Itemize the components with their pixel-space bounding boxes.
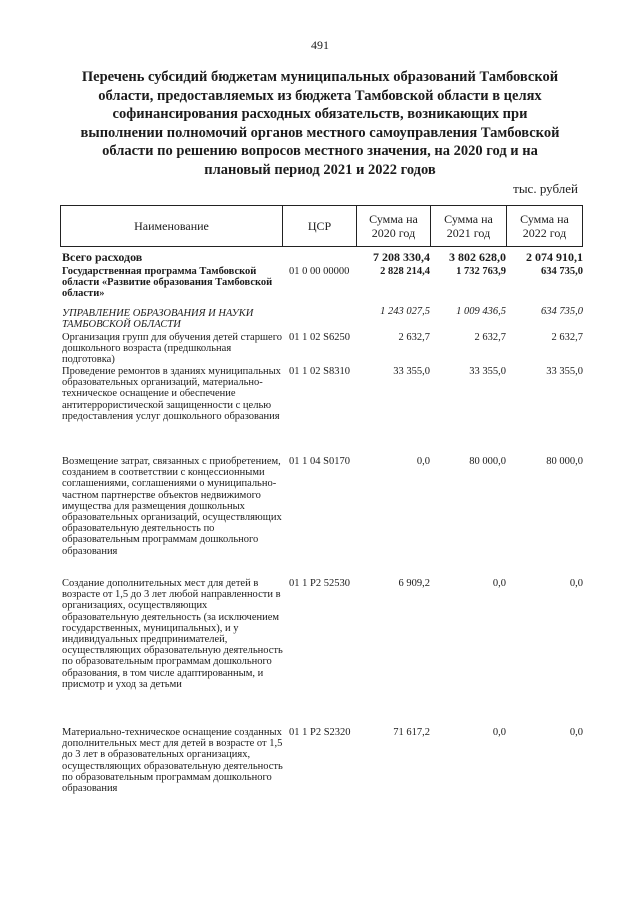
row-code: 01 0 00 00000 — [289, 266, 350, 277]
units-label: тыс. рублей — [513, 181, 578, 196]
row-2020: 2 828 214,4 — [380, 266, 430, 277]
row-2020: 71 617,2 — [393, 727, 430, 738]
row-2021: 0,0 — [492, 727, 506, 738]
header-2021: Сумма на 2021 год — [430, 206, 506, 246]
row-2021: 0,0 — [492, 578, 506, 589]
row-2022: 33 355,0 — [546, 366, 583, 377]
row-2022: 0,0 — [569, 578, 583, 589]
row-2021: 1 009 436,5 — [456, 306, 506, 317]
row-2021: 2 632,7 — [474, 332, 506, 343]
row-2022: 634 735,0 — [541, 266, 583, 277]
row-2021: 1 732 763,9 — [456, 266, 506, 277]
page-number: 491 — [311, 38, 329, 52]
row-2020: 0,0 — [416, 456, 430, 467]
header-name: Наименование — [60, 206, 282, 246]
row-code: 01 1 04 S0170 — [289, 456, 350, 467]
row-name: Возмещение затрат, связанных с приобретением, созданием в соответствии с концессионными соглашениями, соглашениями о муниципально-частном партнерстве объектов недвижимого имущества для размещения дошкольных образовательных организаций, осуществляющих образовательную деятельность по образовательным программам дошкольного образования — [62, 456, 282, 557]
header-2020: Сумма на 2020 год — [356, 206, 430, 246]
document-title: Перечень субсидий бюджетам муниципальных образований Тамбовской области, предоставляемых из бюджета Тамбовской области в целях софинансирования расходных обязательств, возникающих при выполнении полномочий органов местного самоуправления Тамбовской области по решению вопросов местного значения, на 2020 год и на плановый период 2021 и 2022 годов — [80, 69, 560, 178]
header-code: ЦСР — [282, 206, 356, 246]
total-2022: 2 074 910,1 — [526, 250, 583, 264]
total-label: Всего расходов — [62, 250, 143, 264]
row-2022: 0,0 — [569, 727, 583, 738]
row-name: Организация групп для обучения детей старшего дошкольного возраста (предшкольная подготовка) — [62, 332, 283, 366]
row-2021: 80 000,0 — [469, 456, 506, 467]
row-name: УПРАВЛЕНИЕ ОБРАЗОВАНИЯ И НАУКИ ТАМБОВСКОЙ ОБЛАСТИ — [62, 308, 254, 331]
row-code: 01 1 02 S6250 — [289, 332, 350, 343]
total-2021: 3 802 628,0 — [449, 250, 506, 264]
table-header — [60, 205, 583, 247]
row-2022: 2 632,7 — [551, 332, 583, 343]
row-name: Государственная программа Тамбовской области «Развитие образования Тамбовской области» — [62, 266, 273, 300]
row-2022: 80 000,0 — [546, 456, 583, 467]
row-code: 01 1 P2 52530 — [289, 578, 350, 589]
header-2022: Сумма на 2022 год — [506, 206, 583, 246]
row-code: 01 1 P2 S2320 — [289, 727, 351, 738]
row-2020: 33 355,0 — [393, 366, 430, 377]
row-2020: 1 243 027,5 — [380, 306, 430, 317]
total-2020: 7 208 330,4 — [373, 250, 430, 264]
row-2021: 33 355,0 — [469, 366, 506, 377]
row-name: Материально-техническое оснащение созданных дополнительных мест для детей в возрасте от 1,5 до 3 лет в образовательных организациях, осуществляющих образовательную деятельность по образовательным программам дошкольного образования — [62, 727, 283, 795]
row-name: Создание дополнительных мест для детей в возрасте от 1,5 до 3 лет любой направленности в организациях, осуществляющих образовательную деятельность (за исключением государственных, муниципальных), и у индивидуальных предпринимателей, осуществляющих образовательную деятельность по образовательным программам дошкольного образования, в том числе адаптированным, и присмотр и уход за детьми — [62, 578, 283, 690]
row-code: 01 1 02 S8310 — [289, 366, 350, 377]
row-name: Проведение ремонтов в зданиях муниципальных образовательных организаций, материально-техническое оснащение и обеспечение антитеррористической защищенности с целью предоставления услуг дошкольного образования — [62, 366, 281, 422]
row-2020: 6 909,2 — [398, 578, 430, 589]
row-2020: 2 632,7 — [398, 332, 430, 343]
row-2022: 634 735,0 — [541, 306, 583, 317]
